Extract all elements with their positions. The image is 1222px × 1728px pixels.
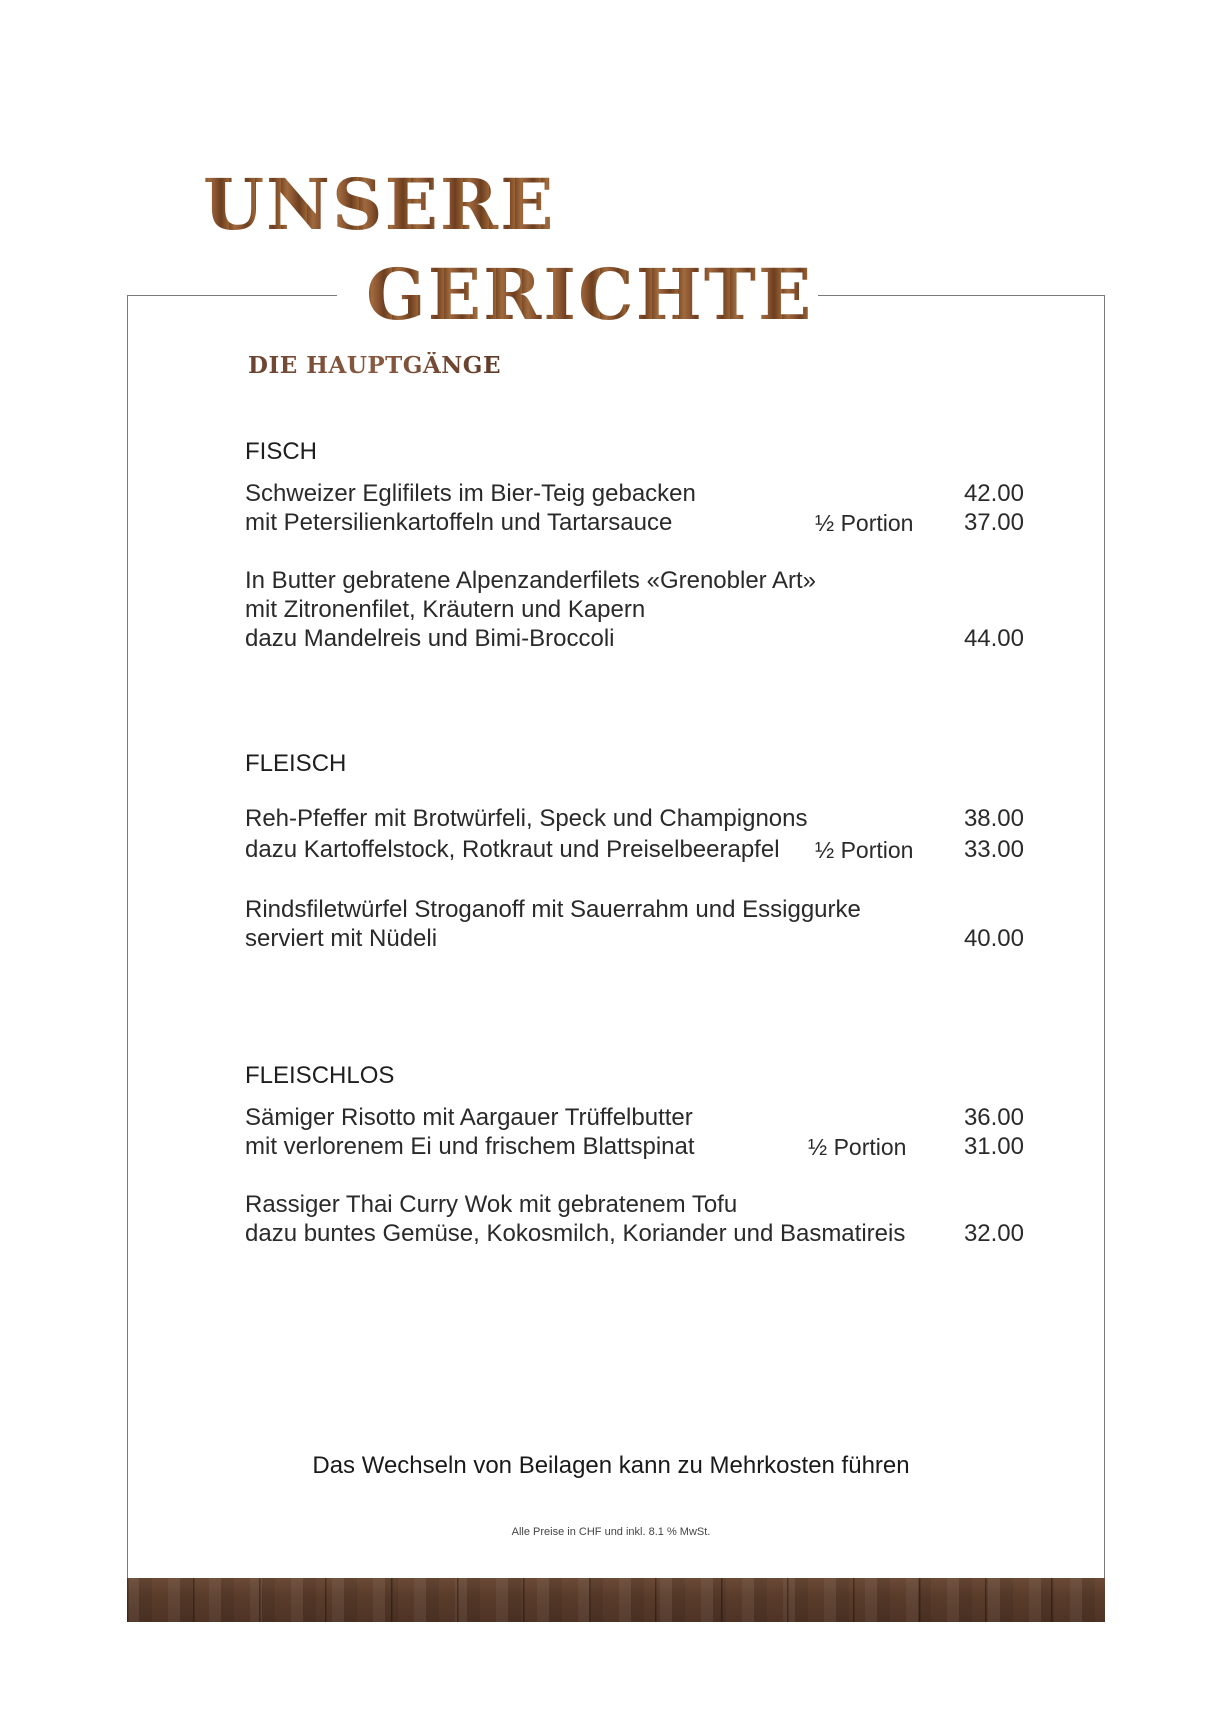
half-portion-label: ½ Portion — [815, 837, 914, 863]
dish-line: dazu buntes Gemüse, Kokosmilch, Koriander und Basmatireis — [245, 1220, 906, 1247]
dish-line: mit Zitronenfilet, Kräutern und Kapern — [245, 596, 646, 623]
subtitle: DIE HAUPTGÄNGE — [248, 352, 501, 379]
dish-line: Sämiger Risotto mit Aargauer Trüffelbutter — [245, 1104, 693, 1131]
frame-top-line-left — [127, 295, 337, 296]
dish-price: 42.00 — [963, 480, 1024, 507]
section-title-fleisch: FLEISCH — [245, 750, 347, 777]
dish-line: dazu Mandelreis und Bimi-Broccoli — [245, 625, 615, 652]
dish-price: 38.00 — [963, 805, 1024, 832]
half-portion-price: 31.00 — [963, 1133, 1024, 1160]
dish-line: Rindsfiletwürfel Stroganoff mit Sauerrahm und Essiggurke — [245, 896, 861, 923]
half-portion-price: 33.00 — [963, 836, 1024, 863]
section-title-fisch: FISCH — [245, 438, 317, 465]
title-line-2: GERICHTE — [366, 253, 814, 336]
dish-line: dazu Kartoffelstock, Rotkraut und Preiselbeerapfel — [245, 836, 780, 863]
title-line-1: UNSERE — [203, 163, 556, 246]
dish-line: serviert mit Nüdeli — [245, 925, 438, 952]
dish-line: In Butter gebratene Alpenzanderfilets «Grenobler Art» — [245, 567, 817, 594]
dish-price: 40.00 — [963, 925, 1024, 952]
dish-line: mit verlorenem Ei und frischem Blattspinat — [245, 1133, 695, 1160]
frame-top-line-right — [818, 295, 1105, 296]
side-dish-note: Das Wechseln von Beilagen kann zu Mehrkosten führen — [312, 1452, 910, 1479]
dish-line: Rassiger Thai Curry Wok mit gebratenem Tofu — [245, 1191, 738, 1218]
dish-line: mit Petersilienkartoffeln und Tartarsauce — [245, 509, 673, 536]
half-portion-label: ½ Portion — [808, 1134, 907, 1160]
dish-line: Schweizer Eglifilets im Bier-Teig gebacken — [245, 480, 696, 507]
tax-note: Alle Preise in CHF und inkl. 8.1 % MwSt. — [511, 1526, 711, 1538]
wood-footer-band — [127, 1578, 1105, 1622]
section-title-fleischlos: FLEISCHLOS — [245, 1062, 395, 1089]
half-portion-label: ½ Portion — [815, 510, 914, 536]
dish-price: 36.00 — [963, 1104, 1024, 1131]
dish-price: 32.00 — [963, 1220, 1024, 1247]
dish-price: 44.00 — [963, 625, 1024, 652]
dish-line: Reh-Pfeffer mit Brotwürfeli, Speck und Champignons — [245, 805, 808, 832]
half-portion-price: 37.00 — [963, 509, 1024, 536]
